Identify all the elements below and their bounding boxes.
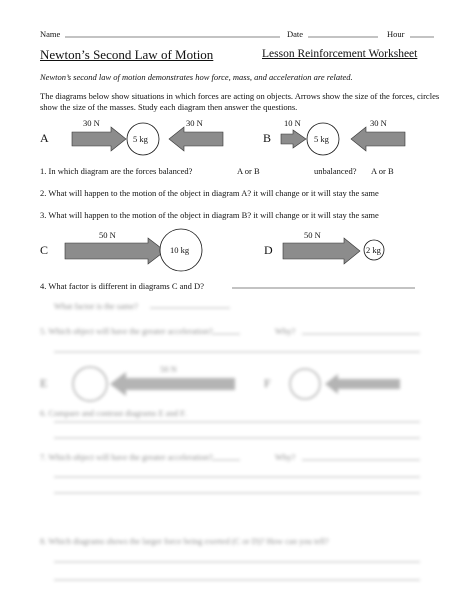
question-1-options-2: A or B — [371, 166, 394, 176]
diagram-b-letter: B — [263, 131, 272, 145]
name-label: Name — [40, 29, 61, 39]
question-7-part-2: Why? — [275, 452, 296, 462]
diagram-e-letter: E — [40, 376, 48, 390]
question-5-part-2: Why? — [275, 326, 296, 336]
question-4: 4. What factor is different in diagrams C and D? — [40, 281, 204, 291]
diagram-d-mass: 2 kg — [366, 245, 381, 255]
intro-text: Newton’s second law of motion demonstrates how force, mass, and acceleration are related. — [40, 72, 353, 82]
diagram-b-left-force: 10 N — [284, 118, 301, 128]
question-2: 2. What will happen to the motion of the object in diagram A? it will change or it will stay the same — [40, 188, 379, 198]
diagram-b-right-force: 30 N — [370, 118, 387, 128]
worksheet-title: Newton’s Second Law of Motion — [40, 47, 214, 62]
diagram-a-left-force: 30 N — [83, 118, 100, 128]
question-4b: What factor is the same? — [54, 301, 139, 311]
diagram-a-left-arrow — [72, 127, 126, 151]
question-1: 1. In which diagram are the forces balanced? — [40, 166, 193, 176]
diagram-a-letter: A — [40, 131, 49, 145]
question-5: 5. Which object will have the greater acceleration? — [40, 326, 213, 336]
diagram-e-force: 50 N — [160, 364, 177, 374]
diagram-d-letter: D — [264, 243, 273, 257]
question-3: 3. What will happen to the motion of the object in diagram B? it will change or it will stay the same — [40, 210, 379, 220]
instructions-text: The diagrams below show situations in which forces are acting on objects. Arrows show the size of the forces, circles show the size of the masses. Study each diagram then answer the questions. — [40, 91, 440, 112]
hour-label: Hour — [387, 29, 405, 39]
diagram-b-left-arrow — [281, 130, 306, 148]
worksheet-subtitle: Lesson Reinforcement Worksheet — [262, 48, 418, 60]
diagram-c-mass: 10 kg — [170, 245, 190, 255]
diagram-a-right-force: 30 N — [186, 118, 203, 128]
question-1-part-2: unbalanced? — [314, 166, 357, 176]
diagram-b-right-arrow — [351, 127, 405, 151]
diagram-b-mass: 5 kg — [314, 134, 329, 144]
diagram-d-arrow — [283, 238, 360, 264]
question-8: 8. Which diagrams shows the larger force being exerted (C or D)? How can you tell? — [40, 536, 329, 546]
diagram-f-letter: F — [264, 376, 271, 390]
diagram-c-letter: C — [40, 243, 49, 257]
diagram-a-right-arrow — [169, 127, 223, 151]
question-6: 6. Compare and contrast diagrams E and F. — [40, 408, 187, 418]
diagram-c-arrow — [65, 238, 165, 264]
question-7: 7. Which object will have the greater acceleration? — [40, 452, 213, 462]
diagram-c-force: 50 N — [99, 230, 116, 240]
question-1-options: A or B — [237, 166, 260, 176]
diagram-a-mass: 5 kg — [133, 134, 148, 144]
diagram-d-force: 50 N — [304, 230, 321, 240]
date-label: Date — [287, 29, 304, 39]
blurred-section — [0, 300, 474, 613]
